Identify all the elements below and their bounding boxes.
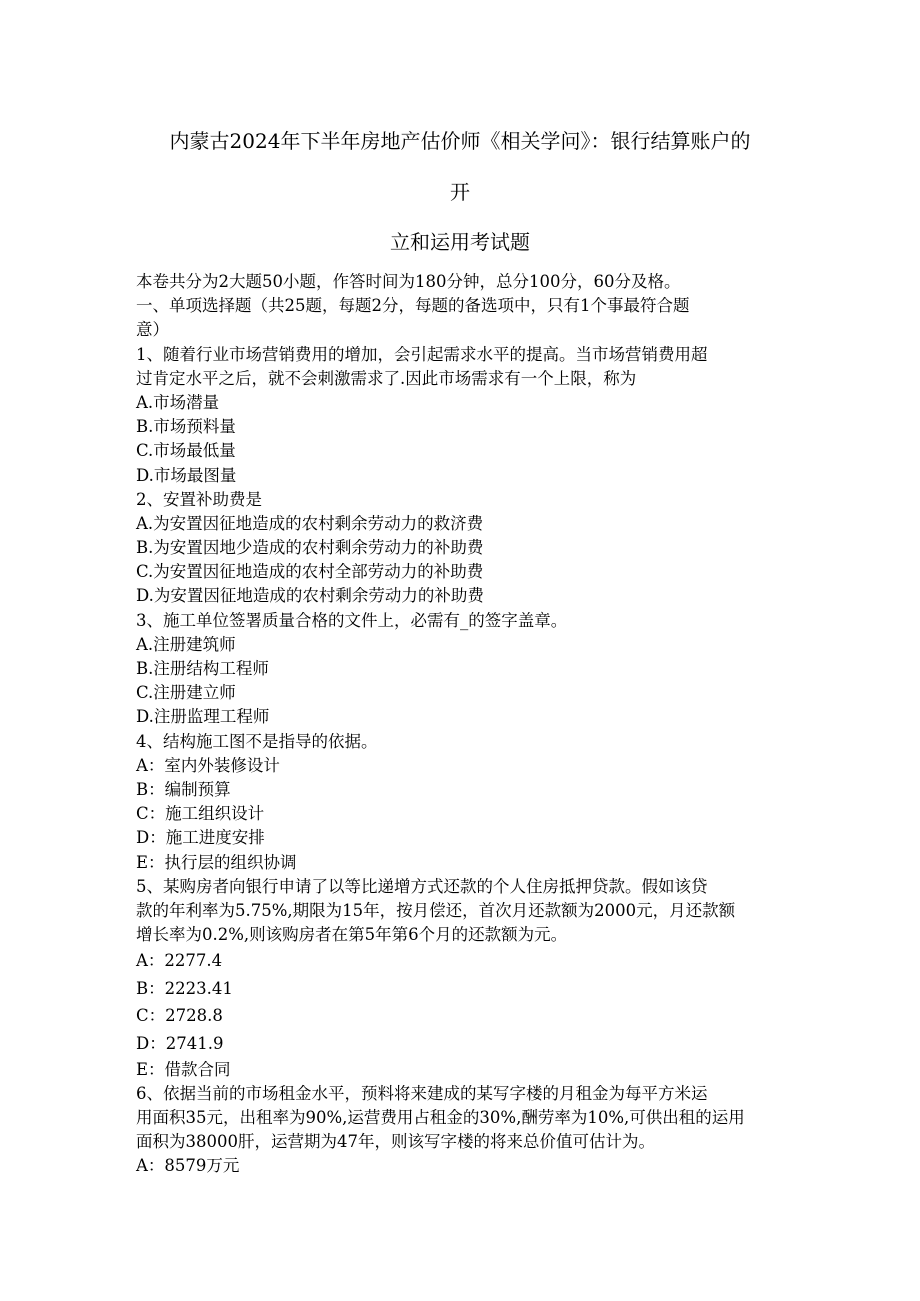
question-4-option-c: C：施工组织设计: [136, 804, 265, 824]
question-3-option-d: D.注册监理工程师: [136, 707, 270, 727]
question-2-stem: 2、安置补助费是: [136, 489, 262, 509]
question-4-option-a: A：室内外装修设计: [136, 755, 280, 775]
question-4-option-d: D：施工进度安排: [136, 828, 265, 848]
question-5-stem: 增长率为0.2%,则该购房者在第5年第6个月的还款额为元。: [136, 925, 568, 945]
question-5-option-c: C：2728.8: [136, 1006, 223, 1026]
question-4-stem: 4、结构施工图不是指导的依据。: [136, 731, 378, 751]
question-3-option-c: C.注册建立师: [136, 683, 236, 703]
section-heading-line: 一、单项选择题（共25题，每题2分，每题的备选项中，只有1个事最符合题: [136, 296, 690, 316]
question-6-stem: 用面积35元，出租率为90%,运营费用占租金的30%,酬劳率为10%,可供出租的运用: [136, 1108, 745, 1127]
question-1-option-d: D.市场最图量: [136, 465, 237, 485]
question-5-option-e: E：借款合同: [136, 1059, 231, 1079]
question-1-option-b: B.市场预料量: [136, 417, 236, 437]
question-1-option-a: A.市场潜量: [136, 392, 220, 412]
question-6-stem: 面积为38000肝，运营期为47年，则该写字楼的将来总价值可估计为。: [136, 1132, 655, 1152]
question-1-stem: 1、随着行业市场营销费用的增加，会引起需求水平的提高。当市场营销费用超: [136, 344, 708, 364]
question-1-stem: 过肯定水平之后，就不会刺激需求了.因此市场需求有一个上限，称为: [136, 368, 637, 388]
question-4-option-b: B：编制预算: [136, 779, 231, 799]
question-3-option-a: A.注册建筑师: [136, 634, 236, 654]
question-5-option-b: B：2223.41: [136, 978, 233, 998]
document-title-line-3: 立和运用考试题: [390, 230, 530, 254]
section-heading-line: 意）: [136, 320, 169, 340]
question-2-option-a: A.为安置因征地造成的农村剩余劳动力的救济费: [136, 513, 484, 533]
question-5-option-a: A：2277.4: [136, 951, 223, 971]
question-2-option-d: D.为安置因征地造成的农村剩余劳动力的补助费: [136, 586, 484, 606]
question-1-option-c: C.市场最低量: [136, 441, 236, 461]
document-title-line-2: 开: [450, 180, 470, 204]
question-4-option-e: E：执行层的组织协调: [136, 852, 297, 872]
question-5-stem: 款的年利率为5.75%,期限为15年，按月偿还，首次月还款额为2000元，月还款额: [136, 900, 736, 920]
document-body: [136, 270, 796, 1179]
question-2-option-b: B.为安置因地少造成的农村剩余劳动力的补助费: [136, 538, 484, 558]
question-6-stem: 6、依据当前的市场租金水平，预料将来建成的某写字楼的月租金为每平方米运: [136, 1083, 708, 1103]
question-6-option-a: A：8579万元: [136, 1156, 240, 1176]
question-3-option-b: B.注册结构工程师: [136, 659, 269, 678]
question-5-option-d: D：2741.9: [136, 1034, 224, 1054]
question-2-option-c: C.为安置因征地造成的农村全部劳动力的补助费: [136, 562, 484, 582]
document-title-line-1: 内蒙古2024年下半年房地产估价师《相关学问》：银行结算账户的: [169, 129, 751, 153]
question-3-stem: 3、施工单位签署质量合格的文件上，必需有_的签字盖章。: [136, 610, 568, 630]
exam-intro: 本卷共分为2大题50小题，作答时间为180分钟，总分100分，60分及格。: [136, 272, 681, 291]
question-5-stem: 5、某购房者向银行申请了以等比递增方式还款的个人住房抵押贷款。假如该贷: [136, 876, 708, 896]
